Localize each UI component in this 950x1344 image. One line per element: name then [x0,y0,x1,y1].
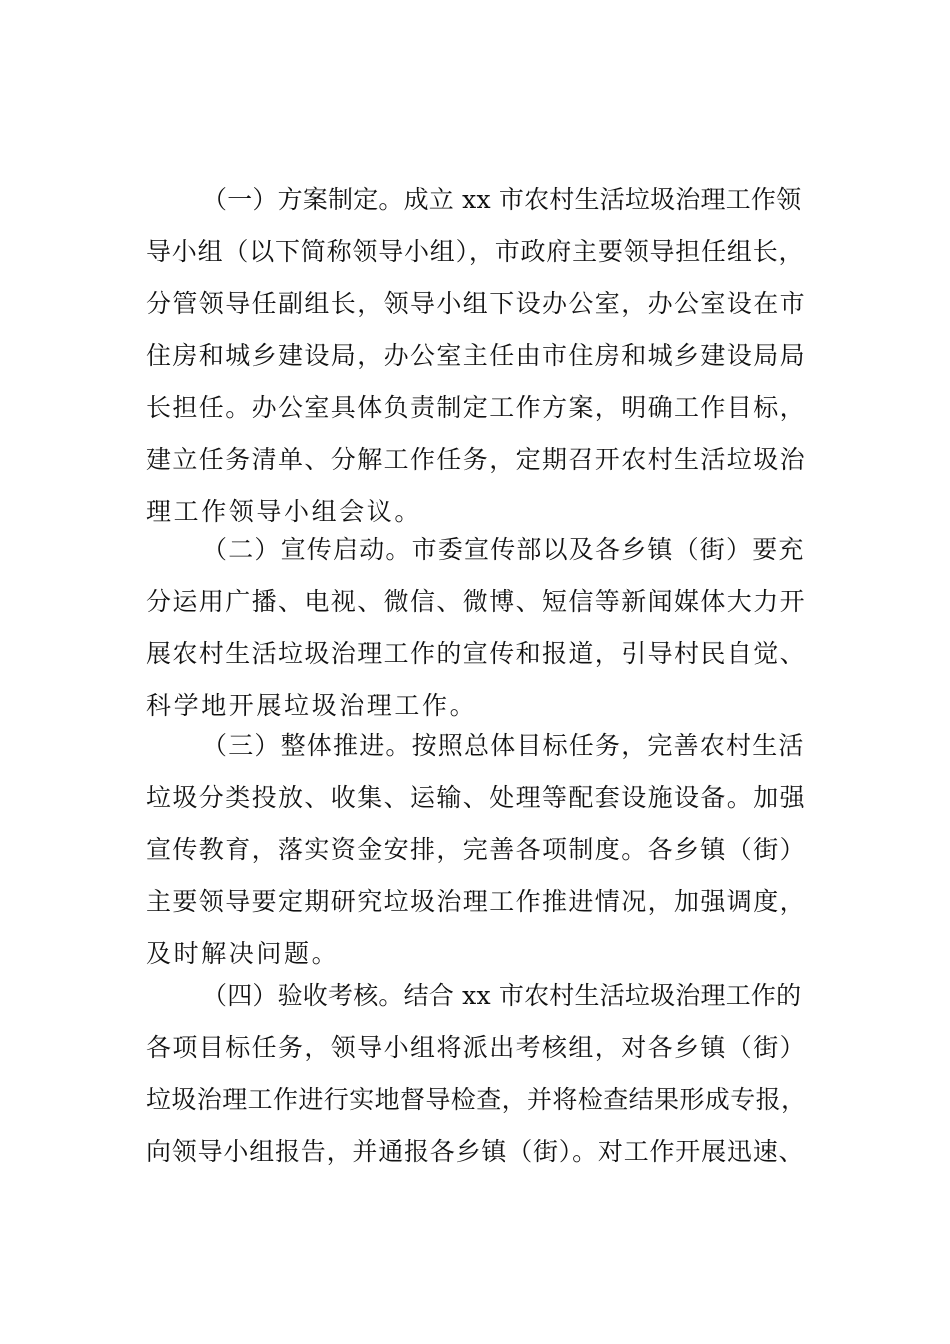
text-line: （一）方案制定。成立 xx 市农村生活垃圾治理工作领 [202,185,802,214]
text-line: 长担任。办公室具体负责制定工作方案，明确工作目标， [146,393,807,422]
text-line: 垃圾分类投放、收集、运输、处理等配套设施设备。加强 [146,783,807,812]
text-line: 宣传教育，落实资金安排，完善各项制度。各乡镇（街） [146,835,807,864]
text-line: 科学地开展垃圾治理工作。 [146,691,478,720]
text-line: （二）宣传启动。市委宣传部以及各乡镇（街）要充 [202,535,805,564]
text-line: 建立任务清单、分解工作任务，定期召开农村生活垃圾治 [146,445,807,474]
text-line: 展农村生活垃圾治理工作的宣传和报道，引导村民自觉、 [146,639,807,668]
paragraph-publicity-launch [146,524,806,732]
text-line: 各项目标任务，领导小组将派出考核组，对各乡镇（街） [146,1033,807,1062]
paragraph-acceptance-assessment [146,970,806,1178]
text-line: 住房和城乡建设局，办公室主任由市住房和城乡建设局局 [146,341,807,370]
text-line: 及时解决问题。 [146,939,340,968]
text-line: 垃圾治理工作进行实地督导检查，并将检查结果形成专报， [146,1085,807,1114]
paragraph-overall-promotion [146,720,806,980]
text-line: （四）验收考核。结合 xx 市农村生活垃圾治理工作的 [202,981,802,1010]
paragraph-plan-formulation [146,174,806,538]
text-line: 导小组（以下简称领导小组），市政府主要领导担任组长， [146,237,805,266]
text-line: 分管领导任副组长，领导小组下设办公室，办公室设在市 [146,289,807,318]
text-line: 向领导小组报告，并通报各乡镇（街）。对工作开展迅速、 [146,1137,805,1166]
text-line: 分运用广播、电视、微信、微博、短信等新闻媒体大力开 [146,587,807,616]
text-line: 主要领导要定期研究垃圾治理工作推进情况，加强调度， [146,887,807,916]
text-line: 理工作领导小组会议。 [146,497,423,526]
text-line: （三）整体推进。按照总体目标任务，完善农村生活 [202,731,805,760]
